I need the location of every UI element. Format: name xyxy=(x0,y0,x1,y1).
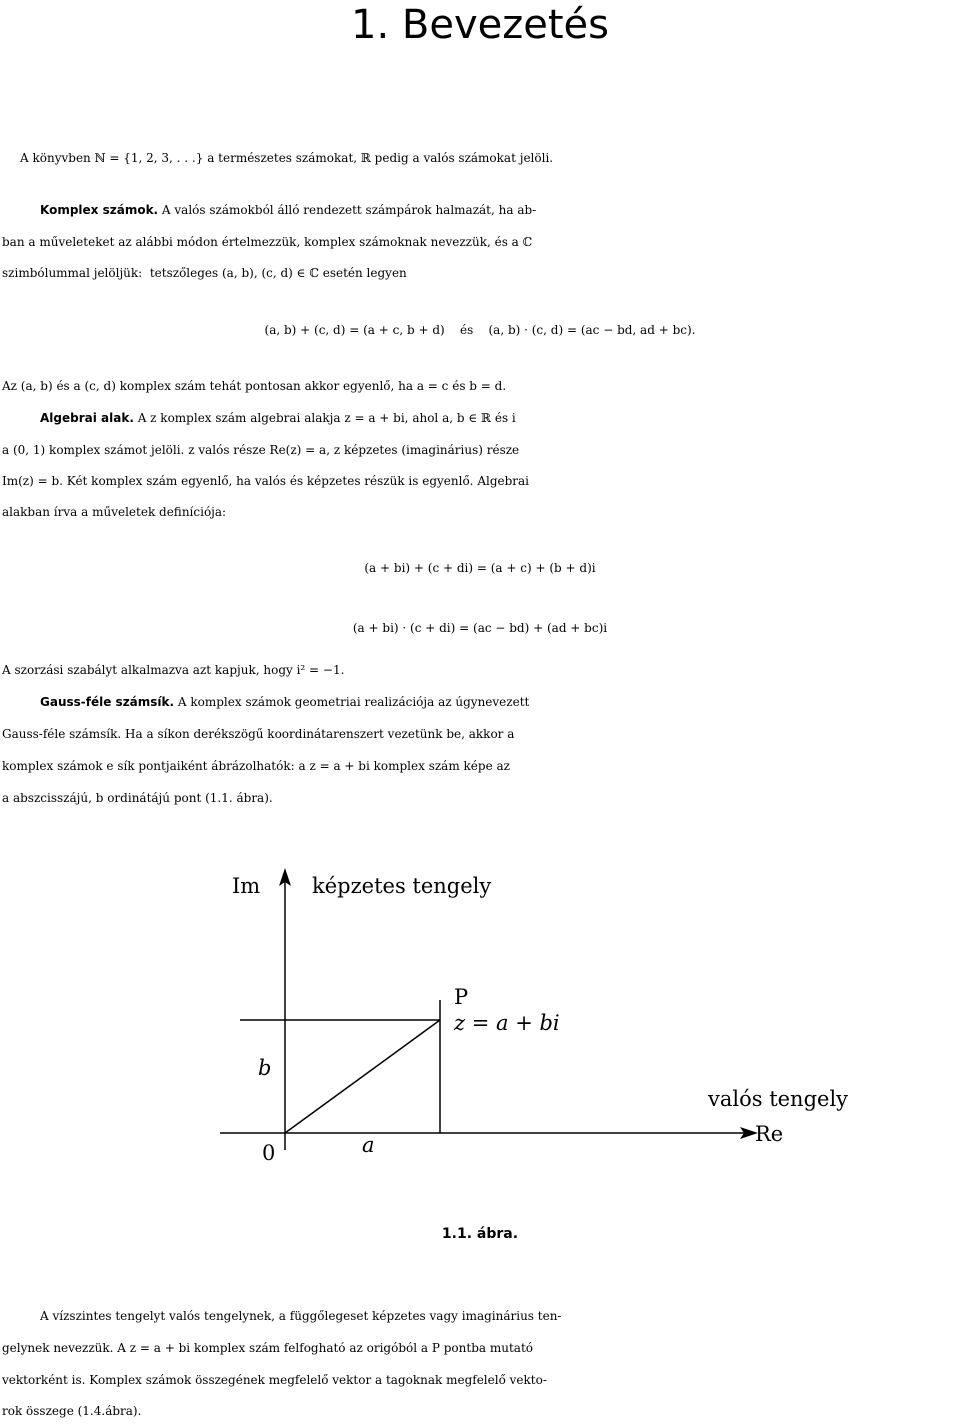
figure-caption: 1.1. ábra. xyxy=(441,1226,519,1242)
point-p-label: P xyxy=(454,985,469,1009)
imaginary-axis-label: képzetes tengely xyxy=(312,874,492,898)
closing-line-4: rok összege (1.4.ábra). xyxy=(2,1404,142,1418)
vector-op xyxy=(285,1020,440,1133)
re-label: Re xyxy=(755,1122,784,1146)
algebraic-line-4: alakban írva a műveletek definíciója: xyxy=(2,505,227,519)
closing-line-3: vektorként is. Komplex számok összegének megfelelő vektor a tagoknak megfelelő vekto- xyxy=(2,1373,547,1387)
algebraic-heading: Algebrai alak. xyxy=(40,411,134,425)
gauss-heading: Gauss-féle számsík. xyxy=(40,695,175,709)
origin-label: 0 xyxy=(262,1141,276,1165)
page-title: 1. Bevezetés xyxy=(351,2,609,48)
real-axis-label: valós tengely xyxy=(708,1087,849,1111)
algebraic-line-3: Im(z) = b. Két komplex szám egyenlő, ha valós és képzetes részük is egyenlő. Algebrai xyxy=(2,474,530,488)
z-label: z = a + bi xyxy=(454,1011,560,1035)
gauss-line-2: Gauss-féle számsík. Ha a síkon derékszögű koordinátarenszert vezetünk be, akkor a xyxy=(2,727,515,741)
i-squared-text: A szorzási szabályt alkalmazva azt kapjuk, hogy i² = −1. xyxy=(2,663,345,677)
complex-equality-text: Az (a, b) és a (c, d) komplex szám tehát pontosan akkor egyenlő, ha a = c és b = d. xyxy=(2,379,507,393)
complex-line-1-text: A valós számokból álló rendezett számpárok halmazát, ha ab- xyxy=(158,203,537,217)
complex-heading: Komplex számok. xyxy=(40,203,159,217)
a-label: a xyxy=(362,1133,375,1157)
closing-line-2: gelynek nevezzük. A z = a + bi komplex szám felfogható az origóból a P pontba mutató xyxy=(2,1341,533,1355)
complex-line-2: ban a műveleteket az alábbi módon értelmezzük, komplex számoknak nevezzük, és a ℂ xyxy=(2,235,533,249)
complex-operations-equation: (a, b) + (c, d) = (a + c, b + d) és (a, b) · (c, d) = (ac − bd, ad + bc). xyxy=(264,323,696,337)
addition-equation: (a + bi) + (c + di) = (a + c) + (b + d)i xyxy=(364,561,596,575)
gauss-line-3: komplex számok e sík pontjaiként ábrázolhatók: a z = a + bi komplex szám képe az xyxy=(2,759,510,773)
im-label: Im xyxy=(232,874,261,898)
complex-line-3: szimbólummal jelöljük: tetszőleges (a, b), (c, d) ∈ ℂ esetén legyen xyxy=(2,266,407,280)
gauss-line-1-text: A komplex számok geometriai realizációja az úgynevezett xyxy=(174,695,530,709)
algebraic-line-1-text: A z komplex szám algebrai alakja z = a + bi, ahol a, b ∈ ℝ és i xyxy=(133,411,516,425)
multiplication-equation: (a + bi) · (c + di) = (ac − bd) + (ad + bc)i xyxy=(352,621,608,635)
b-label: b xyxy=(258,1056,272,1080)
closing-line-1: A vízszintes tengelyt valós tengelynek, a függőlegeset képzetes vagy imaginárius ten- xyxy=(40,1309,562,1323)
gauss-line-4: a abszcisszájú, b ordinátájú pont (1.1. ábra). xyxy=(2,791,273,805)
intro-paragraph: A könyvben ℕ = {1, 2, 3, . . .} a természetes számokat, ℝ pedig a valós számokat jelöli. xyxy=(20,151,554,165)
algebraic-line-2: a (0, 1) komplex számot jelöli. z valós része Re(z) = a, z képzetes (imaginárius) része xyxy=(2,443,520,457)
